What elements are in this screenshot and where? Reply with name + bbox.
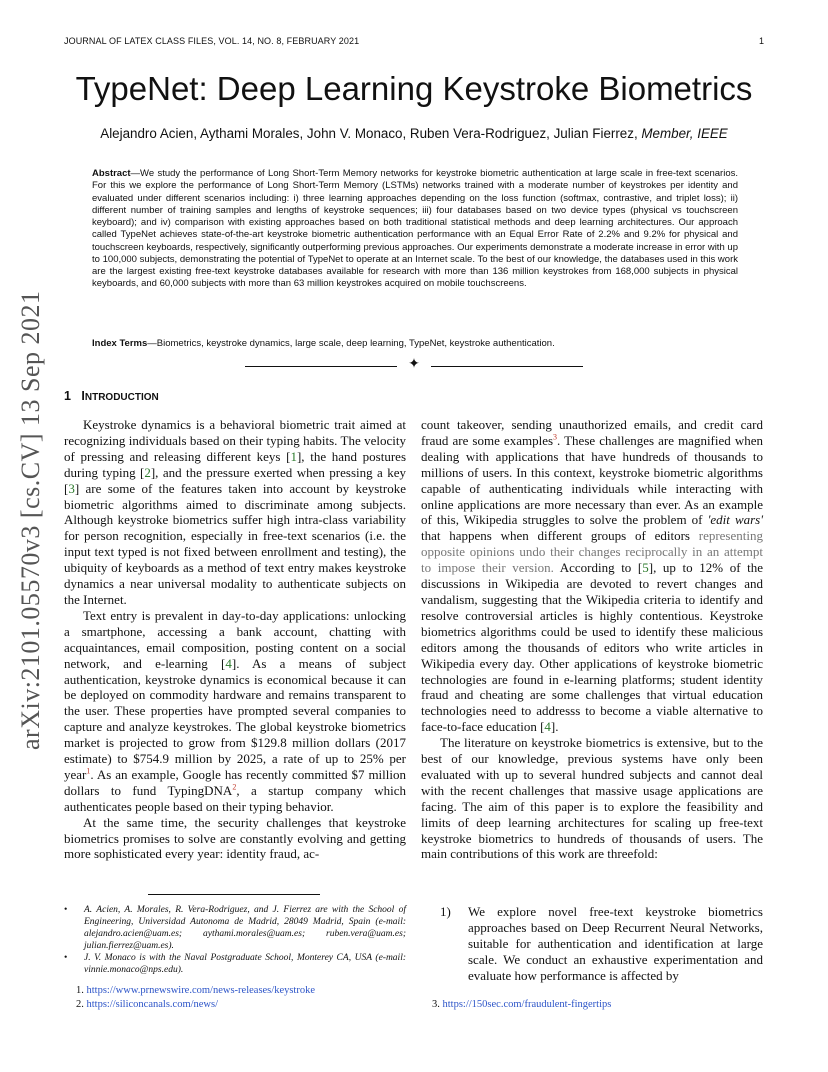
affiliation-text: J. V. Monaco is with the Naval Postgraduate School, Monterey CA, USA (e-mail: vinnie.monaco@nps.edu).	[84, 953, 406, 975]
bullet-icon: •	[64, 953, 68, 963]
contribution-text: We explore novel free-text keystroke biometrics approaches based on Deep Recurrent Neural Networks, suitable for authentication and identification at large scale. We conduct an exhaustive experimentation and evaluate how performance is affected by	[468, 904, 763, 983]
text-run: . As an example, Google has recently committed $7 million dollars to fund TypingDNA	[64, 766, 406, 798]
running-header: JOURNAL OF LATEX CLASS FILES, VOL. 14, NO. 8, FEBRUARY 2021	[64, 36, 360, 46]
author-role: Member, IEEE	[641, 126, 728, 141]
contribution-item	[440, 904, 763, 984]
footnote-link[interactable]: https://150sec.com/fraudulent-fingertips	[442, 999, 612, 1010]
text-run: ], the hand postures during typing [	[64, 448, 406, 480]
footnote-number: 2.	[76, 999, 84, 1010]
affiliation-item	[64, 904, 406, 952]
paragraph: The literature on keystroke biometrics is extensive, but to the best of our knowledge, previous systems have only been evaluated with up to several hundred subjects and cannot deal with the recent challenges that massive usage applications are facing. The aim of this paper is to explore the feasibility and limits of deep learning architectures for scaling up free-text keystroke biometrics to hundreds of thousands of users. The main contributions of this work are threefold:	[421, 735, 763, 862]
text-run: . These challenges are magnified when dealing with applications that have hundreds of thousands to millions of users. In this context, keystroke biometric algorithms capable of authenticating individuals while interacting with online applications are more necessary than ever. As an example of this, Wikipedia struggles to solve the problem of	[421, 432, 763, 528]
text-run: ], up to 12% of the discussions in Wikipedia are devoted to revert changes and vandalism, suggesting that the Wikipedia criteria to identify and resolve controversial articles is highly contentious. Keystroke biometrics algorithms could be used to identify these malicious editors among the thousands of editors who write articles in Wikipedia every day. Other applications of keystroke biometric technologies are found in e-learning platforms; student identity fraud and cheating are some challenges that virtual education technologies need to addresss to become a viable alternative to face-to-face education [	[421, 560, 764, 735]
affiliation-item	[64, 952, 406, 976]
section-first-letter: I	[81, 389, 85, 403]
footnote-number: 1.	[76, 985, 84, 996]
section-title-rest: NTRODUCTION	[84, 392, 159, 403]
contribution-number: 1)	[440, 904, 451, 919]
text-run: Text entry is prevalent in day-to-day applications: unlocking a smartphone, accessing a bank account, chatting with acquaintances, email composition, posting content on a social network, and e-learning [	[64, 607, 406, 671]
italic-term: 'edit wars'	[707, 512, 764, 528]
affiliation-text: A. Acien, A. Morales, R. Vera-Rodriguez, and J. Fierrez are with the School of Engineering, Universidad Autonoma de Madrid, 28049 Madrid, Spain (e-mail: alejandro.acien@uam.es; aythami.morales@uam.es; ruben.vera@uam.es; julian.fierrez@uam.es).	[84, 905, 406, 951]
citation-link[interactable]: 5	[642, 560, 649, 576]
text-run: count takeover, sending unauthorized emails, and credit card fraud are some examples	[421, 417, 763, 448]
index-terms	[92, 338, 738, 350]
arxiv-stamp: arXiv:2101.05570v3 [cs.CV] 13 Sep 2021	[16, 290, 45, 750]
index-terms-text: —Biometrics, keystroke dynamics, large scale, deep learning, TypeNet, keystroke authentication.	[147, 338, 555, 349]
footnote-1	[76, 984, 315, 997]
section-heading	[64, 389, 159, 403]
abstract-text: —We study the performance of Long Short-Term Memory networks for keystroke biometric authentication at large scale in free-text scenarios. For this we explore the performance of Long Short-Term Memory (LSTMs) networks trained with a moderate number of keystrokes per identity and evaluated under different scenarios including: i) three learning approaches depending on the loss function (softmax, contrastive, and triplet loss); ii) different number of training samples and lengths of keystroke sequences; iii) four databases based on two device types (physical vs touchscreen keyboard); and iv) comparison with existing approaches based on both traditional statistical methods and deep learning architectures. Our approach called TypeNet achieves state-of-the-art keystroke biometric authentication performance with an Equal Error Rate of 2.2% and 9.2% for physical and touchscreen keyboards, respectively, significantly outperforming previous approaches. Our experiments demonstrate a moderate increase in error with up to 100,000 subjects, demonstrating the potential of TypeNet to operate at an Internet scale. To the best of our knowledge, the databases used in this work are the largest existing free-text keystroke databases available for research with more than 136 million keystrokes from 168,000 subjects in physical keyboards, and 60,000 subjects with more than 63 million keystrokes acquired on mobile touchscreens.	[92, 168, 738, 290]
text-run: According to [	[553, 560, 643, 576]
divider-left-rule	[245, 366, 397, 367]
paper-title: TypeNet: Deep Learning Keystroke Biometrics	[75, 70, 753, 107]
text-run: ] are some of the features taken into account by keystroke biometric algorithms aimed to discriminate among subjects. Although keystroke biometrics suffer high intra-class variability for person recognition, especially in free-text scenarios (i.e. the input text typed is not fixed between enrollment and testing), the ubiquity of keyboards as a method of text entry makes keystroke dynamics a near universal modality to authenticate subjects on the Internet.	[64, 480, 406, 607]
left-column	[64, 417, 406, 862]
footnote-2	[76, 998, 218, 1011]
citation-link[interactable]: 3	[68, 480, 75, 496]
page-number: 1	[758, 36, 764, 46]
citation-link[interactable]: 1	[290, 448, 297, 464]
citation-link[interactable]: 4	[544, 719, 551, 735]
bullet-icon: •	[64, 905, 68, 915]
citation-link[interactable]: 2	[144, 464, 151, 480]
right-column	[421, 417, 763, 862]
footnote-number: 3.	[432, 999, 440, 1010]
footnote-marker[interactable]: 2	[232, 782, 237, 792]
text-run: ].	[550, 719, 559, 735]
footnote-link[interactable]: https://www.prnewswire.com/news-releases/keystroke	[86, 985, 316, 996]
author-list	[0, 126, 828, 141]
abstract	[92, 168, 738, 291]
paragraph: At the same time, the security challenges that keystroke biometrics promises to solve are constantly evolving and getting more sophisticated every year: identity fraud, ac-	[64, 814, 406, 862]
paragraph	[64, 417, 406, 608]
index-terms-label: Index Terms	[92, 338, 148, 349]
section-number: 1	[64, 389, 71, 403]
footnote-marker[interactable]: 3	[553, 432, 558, 442]
paragraph	[421, 417, 763, 735]
footnote-3	[432, 998, 611, 1011]
paragraph	[64, 608, 406, 815]
divider-ornament: ✦	[408, 357, 420, 372]
text-run: that happens when different groups of editors	[421, 528, 699, 544]
footnote-marker[interactable]: 1	[86, 766, 91, 776]
divider-right-rule	[431, 366, 583, 367]
text-run: , a startup company which authenticates people based on their typing behavior.	[64, 782, 407, 814]
text-run: ]. As a means of subject authentication, keystroke dynamics is economical because it can be deployed on commodity hardware and remains transparent to the user. These properties have prompted several companies to capture and analyze keystrokes. The global keystroke biometrics market is projected to grow from $129.8 million dollars (2017 estimate) to $754.9 million by 2025, a rate of up to 25% per year	[64, 655, 406, 782]
text-run: ], and the pressure exerted when pressing a key [	[64, 464, 406, 496]
text-run: Keystroke dynamics is a behavioral biometric trait aimed at recognizing individuals based on their typing habits. The velocity of pressing and releasing different keys [	[64, 417, 406, 464]
author-names: Alejandro Acien, Aythami Morales, John V. Monaco, Ruben Vera-Rodriguez, Julian Fierrez,	[100, 126, 638, 141]
faded-text-run: representing opposite opinions undo their changes reciprocally in an attempt to impose their version.	[421, 528, 763, 576]
footnote-link[interactable]: https://siliconcanals.com/news/	[86, 999, 219, 1010]
citation-link[interactable]: 4	[225, 655, 232, 671]
footnote-rule	[148, 894, 320, 895]
abstract-label: Abstract	[92, 168, 131, 179]
affiliations	[64, 904, 406, 976]
